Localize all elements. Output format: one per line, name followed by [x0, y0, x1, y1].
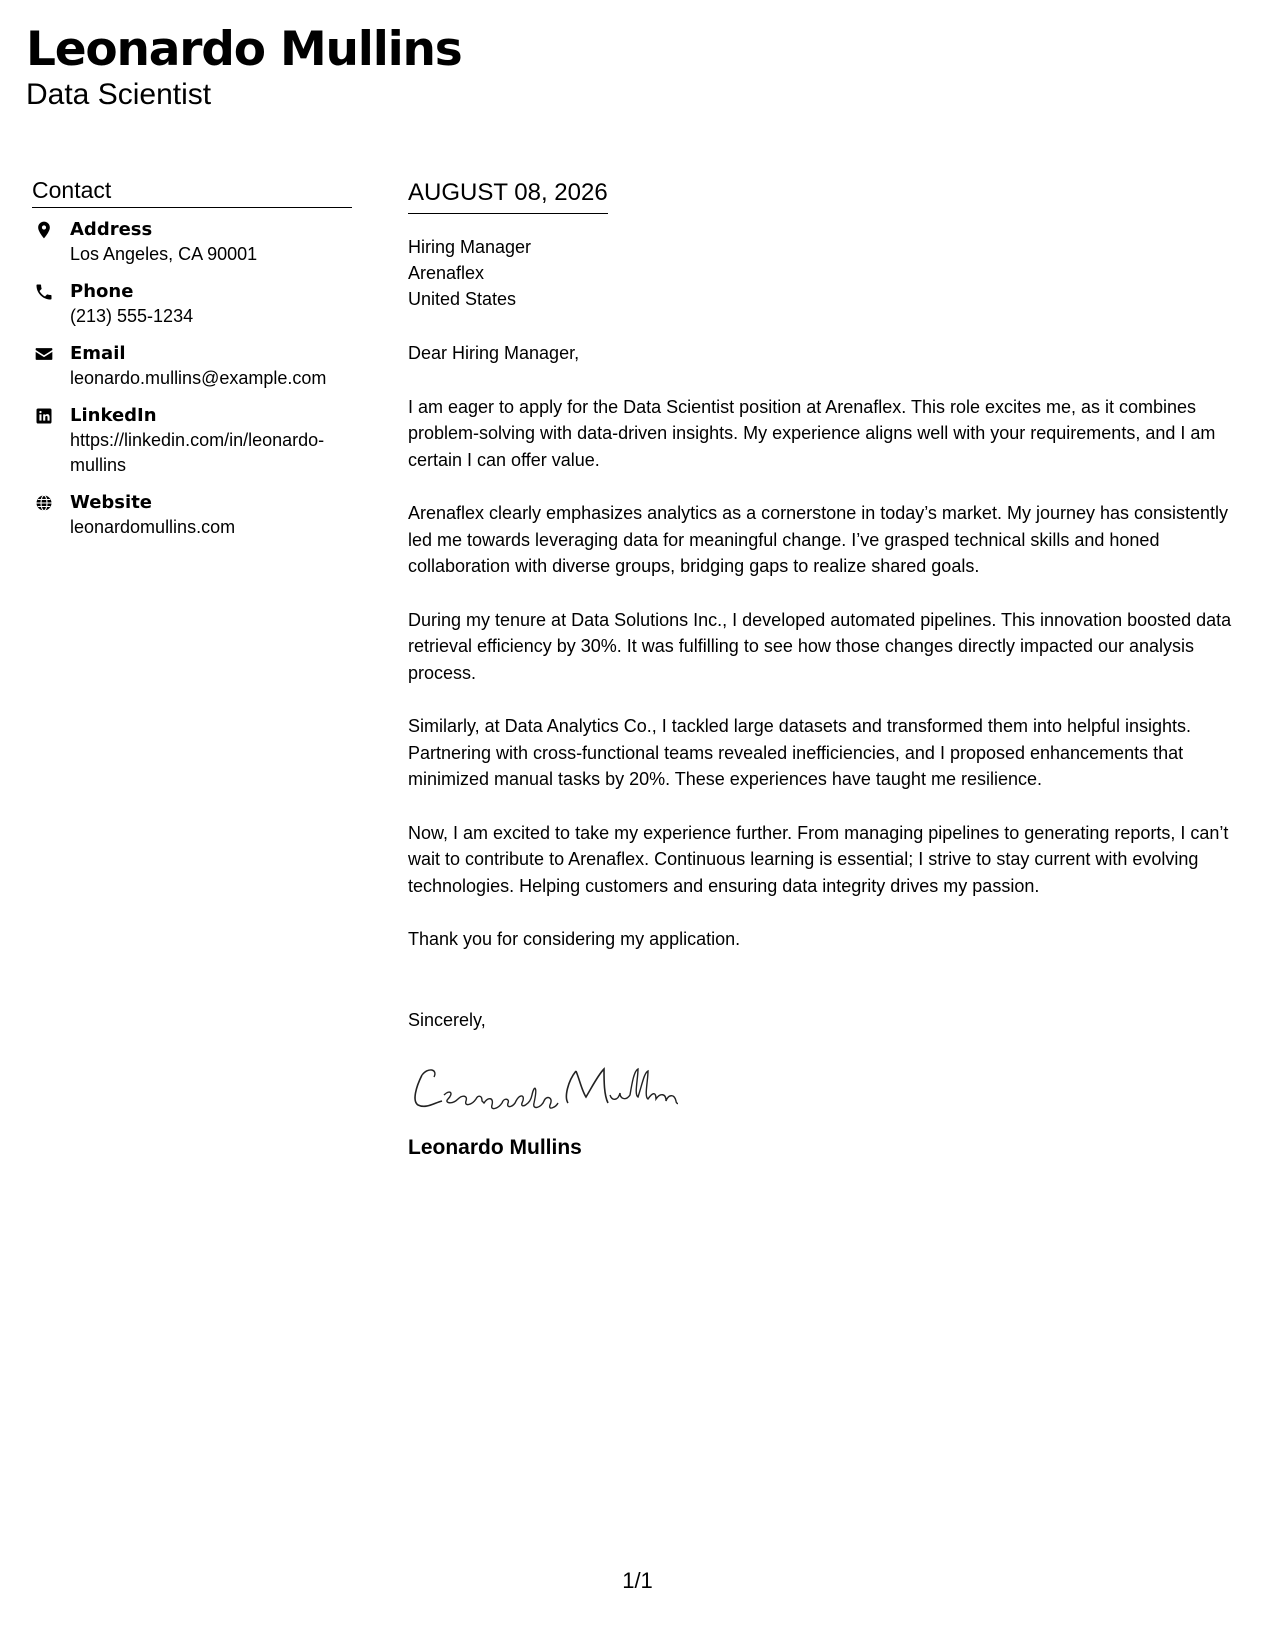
- contact-address: [32, 218, 352, 267]
- recipient-line: Hiring Manager: [408, 237, 532, 257]
- contact-website: [32, 491, 352, 540]
- handwritten-signature: [408, 1057, 678, 1117]
- map-pin-icon: [34, 220, 54, 240]
- letter-paragraph: Arenaflex clearly emphasizes analytics as a cornerstone in today’s market. My journey has consistently led me towards leveraging data for meaningful change. I’ve grasped technical skills and honed collaboration with diverse groups, bridging gaps to realize shared goals.: [408, 503, 1229, 576]
- letter-date: AUGUST 08, 2026: [408, 178, 608, 214]
- cover-letter: [408, 178, 1248, 1162]
- envelope-icon: [34, 344, 54, 364]
- contact-heading: Contact: [32, 176, 352, 208]
- contact-value[interactable]: https://linkedin.com/in/leonardo-mullins: [70, 430, 325, 475]
- contact-sidebar: [32, 176, 352, 553]
- contact-email: [32, 342, 352, 391]
- letter-paragraph: During my tenure at Data Solutions Inc., I developed automated pipelines. This innovation boosted data retrieval efficiency by 30%. It was fulfilling to see how those changes directly impacted our analysis process.: [408, 609, 1232, 683]
- signer-name: Leonardo Mullins: [408, 1136, 582, 1159]
- contact-label: Phone: [70, 281, 134, 302]
- contact-phone: [32, 280, 352, 329]
- contact-label: LinkedIn: [70, 405, 157, 426]
- closing: Sincerely,: [408, 1009, 486, 1030]
- contact-label: Website: [70, 492, 153, 513]
- globe-icon: [34, 493, 54, 513]
- contact-value: leonardo.mullins@example.com: [70, 368, 327, 388]
- greeting: Dear Hiring Manager,: [408, 343, 580, 363]
- recipient-block: [408, 234, 1248, 312]
- contact-value: Los Angeles, CA 90001: [70, 244, 258, 264]
- letter-paragraph: Thank you for considering my application.: [408, 929, 741, 949]
- linkedin-icon: [34, 406, 54, 426]
- page-number: 1/1: [622, 1568, 653, 1593]
- letter-paragraph: I am eager to apply for the Data Scientist position at Arenaflex. This role excites me, as it combines problem-solving with data-driven insights. My experience aligns well with your requirements, and I am certain I can offer value.: [408, 396, 1216, 470]
- contact-label: Email: [70, 343, 126, 364]
- contact-value: (213) 555-1234: [70, 306, 194, 326]
- contact-label: Address: [70, 219, 153, 240]
- contact-linkedin: [32, 404, 352, 478]
- letter-paragraph: Similarly, at Data Analytics Co., I tackled large datasets and transformed them into helpful insights. Partnering with cross-functional teams revealed inefficiencies, and I proposed enhancements that minimized manual tasks by 20%. These experiences have taught me resilience.: [408, 716, 1192, 789]
- recipient-line: Arenaflex: [408, 263, 485, 283]
- applicant-name: Leonardo Mullins: [26, 22, 462, 77]
- job-title: Data Scientist: [26, 78, 212, 111]
- letter-paragraph: Now, I am excited to take my experience further. From managing pipelines to generating reports, I can’t wait to contribute to Arenaflex. Continuous learning is essential; I strive to stay current with evolving technologies. Helping customers and ensuring data integrity drives my passion.: [408, 822, 1229, 896]
- contact-value[interactable]: leonardomullins.com: [70, 517, 236, 537]
- phone-icon: [34, 282, 54, 302]
- recipient-line: United States: [408, 289, 517, 309]
- resume-header: [26, 22, 462, 112]
